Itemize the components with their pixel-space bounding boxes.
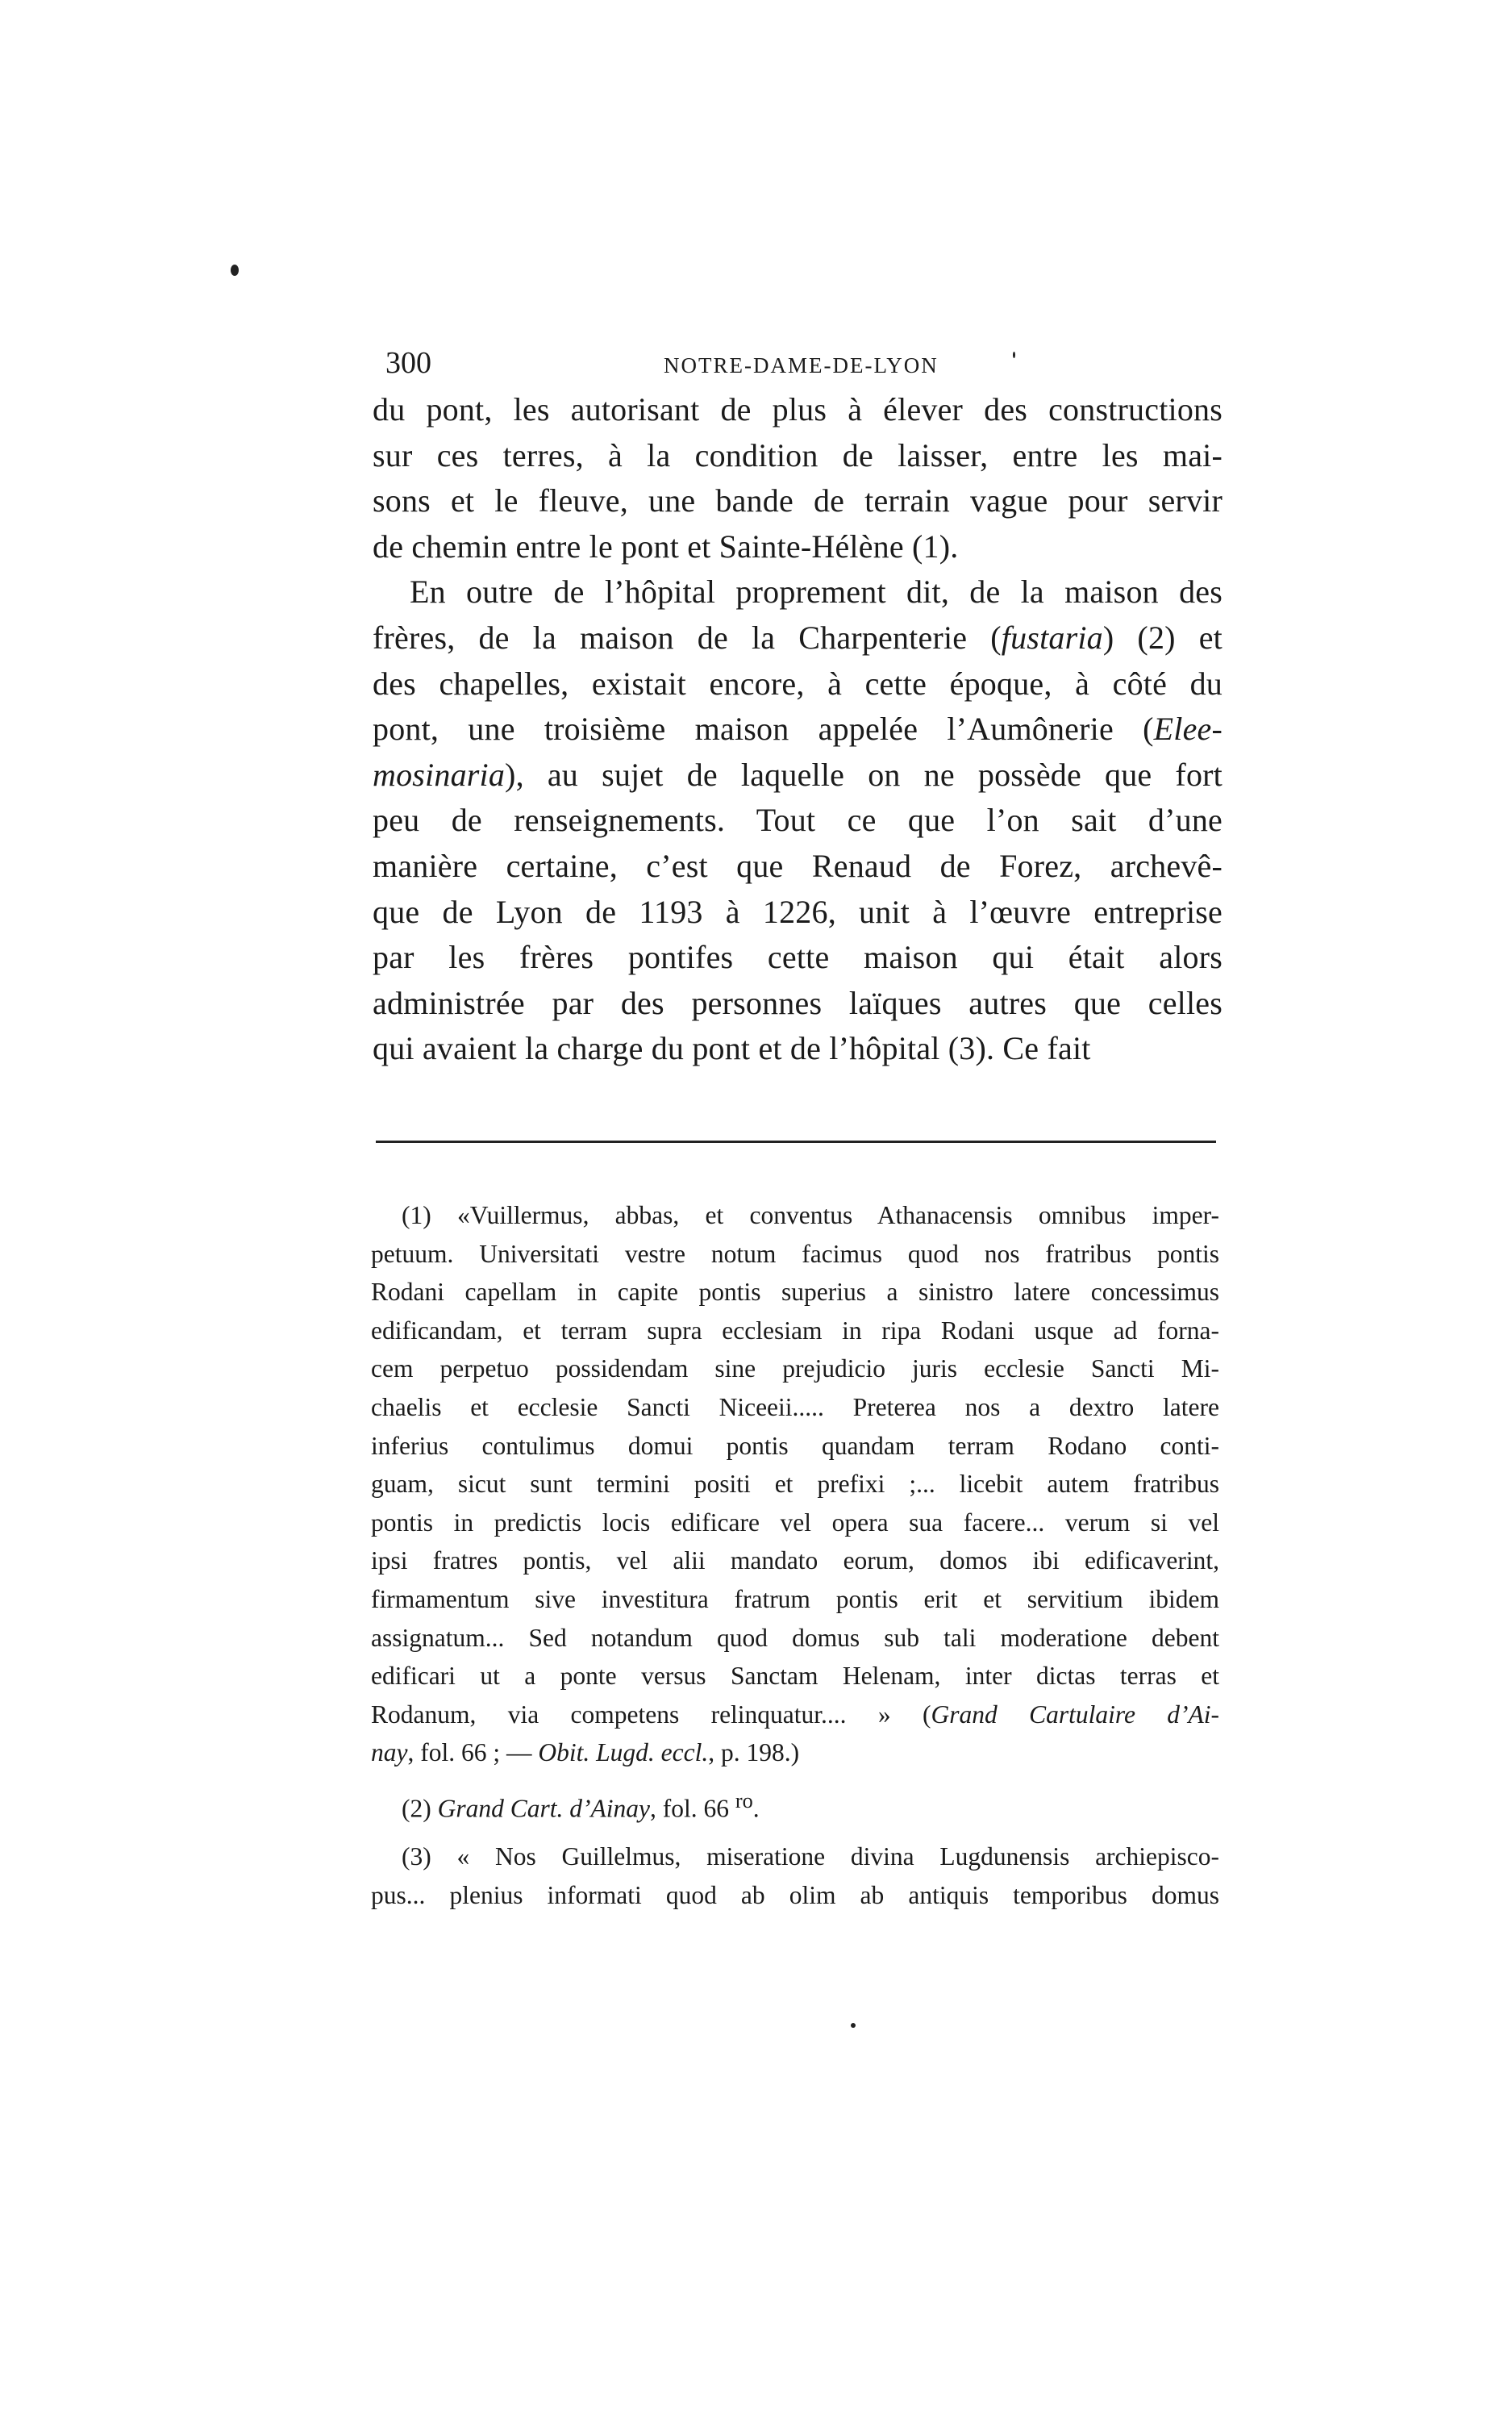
body-text — [373, 387, 1223, 1072]
footnote-line: pontis in predictis locis edificare vel opera sua facere... verum si vel — [371, 1508, 1219, 1537]
body-line: peu de renseignements. Tout ce que l’on sait d’une — [373, 802, 1223, 839]
footnote-line: pus... plenius informati quod ab olim ab antiquis temporibus domus — [371, 1880, 1219, 1909]
footnote-line: (3) « Nos Guillelmus, miseratione divina Lugdunensis archiepisco- — [402, 1842, 1219, 1871]
body-line: manière certaine, c’est que Renaud de Forez, archevê- — [373, 847, 1223, 884]
footnote-line: petuum. Universitati vestre notum facimus quod nos fratribus pontis — [371, 1239, 1219, 1268]
body-line: que de Lyon de 1193 à 1226, unit à l’œuvre entreprise — [373, 893, 1223, 930]
body-line: mosinaria), au sujet de laquelle on ne possède que fort — [373, 756, 1223, 793]
body-line: En outre de l’hôpital proprement dit, de la maison des — [410, 574, 1223, 611]
footnote-3 — [371, 1837, 1219, 1914]
footnote-line: Rodani capellam in capite pontis superius a sinistro latere concessimus — [371, 1278, 1219, 1307]
footnote-line: chaelis et ecclesie Sancti Niceeii..... Preterea nos a dextro latere — [371, 1392, 1219, 1421]
body-line: du pont, les autorisant de plus à élever des constructions — [373, 391, 1223, 428]
body-line: administrée par des personnes laïques autres que celles — [373, 984, 1223, 1021]
footnote-2 — [371, 1782, 1219, 1828]
footnote-line: guam, sicut sunt termini positi et prefixi ;... licebit autem fratribus — [371, 1470, 1219, 1499]
footnote-line: assignatum... Sed notandum quod domus sub tali moderatione debent — [371, 1623, 1219, 1652]
page-header — [385, 345, 1247, 386]
footnote-line: (2) Grand Cart. d’Ainay, fol. 66 $^{ro}$. — [402, 1788, 760, 1823]
footnote-separator — [376, 1141, 1216, 1143]
footnote-line: edificari ut a ponte versus Sanctam Helenam, inter dictas terras et — [371, 1662, 1219, 1691]
body-line: des chapelles, existait encore, à cette époque, à côté du — [373, 665, 1223, 702]
body-line: qui avaient la charge du pont et de l’hôpital (3). Ce fait — [373, 1030, 1091, 1067]
superscript-recto: ro — [735, 1788, 753, 1812]
body-line: frères, de la maison de la Charpenterie (fustaria) (2) et — [373, 619, 1223, 656]
italic-term: Elee- — [1153, 711, 1223, 748]
italic-citation: Obit. Lugd. eccl. — [538, 1738, 709, 1767]
footnote-line: edificandam, et terram supra ecclesiam in ripa Rodani usque ad forna- — [371, 1316, 1219, 1345]
italic-citation: nay — [371, 1738, 408, 1767]
footnote-line: firmamentum sive investitura fratrum pontis erit et servitium ibidem — [371, 1584, 1219, 1613]
body-line: pont, une troisième maison appelée l’Aumônerie (Elee- — [373, 711, 1223, 748]
italic-citation: Grand Cart. d’Ainay — [437, 1794, 650, 1823]
body-line: sons et le fleuve, une bande de terrain vague pour servir — [373, 482, 1223, 519]
body-line: de chemin entre le pont et Sainte-Hélène (1). — [373, 528, 959, 565]
body-line: par les frères pontifes cette maison qui était alors — [373, 939, 1223, 976]
footnote-line: inferius contulimus domui pontis quandam terram Rodano conti- — [371, 1431, 1219, 1460]
running-title: NOTRE-DAME-DE-LYON — [664, 353, 939, 377]
italic-term: fustaria — [1001, 619, 1103, 656]
footnote-1 — [371, 1196, 1219, 1772]
page-number: 300 — [385, 346, 431, 380]
footnote-line: ipsi fratres pontis, vel alii mandato eorum, domos ibi edificaverint, — [371, 1546, 1219, 1575]
footnote-line: nay, fol. 66 ; — Obit. Lugd. eccl., p. 198.) — [371, 1738, 800, 1767]
ink-speck — [231, 265, 239, 276]
footnotes — [371, 1196, 1219, 1924]
footnote-line: Rodanum, via competens relinquatur.... » (Grand Cartulaire d’Ai- — [371, 1700, 1219, 1729]
ink-speck — [1013, 352, 1015, 358]
italic-term: mosinaria — [373, 756, 506, 793]
footnote-line: (1) «Vuillermus, abbas, et conventus Athanacensis omnibus imper- — [402, 1201, 1219, 1229]
body-line: sur ces terres, à la condition de laisser, entre les mai- — [373, 436, 1223, 473]
footnote-line: cem perpetuo possidendam sine prejudicio juris ecclesie Sancti Mi- — [371, 1354, 1219, 1383]
ink-speck — [851, 2023, 856, 2028]
italic-citation: Grand Cartulaire d’Ai- — [931, 1700, 1219, 1729]
